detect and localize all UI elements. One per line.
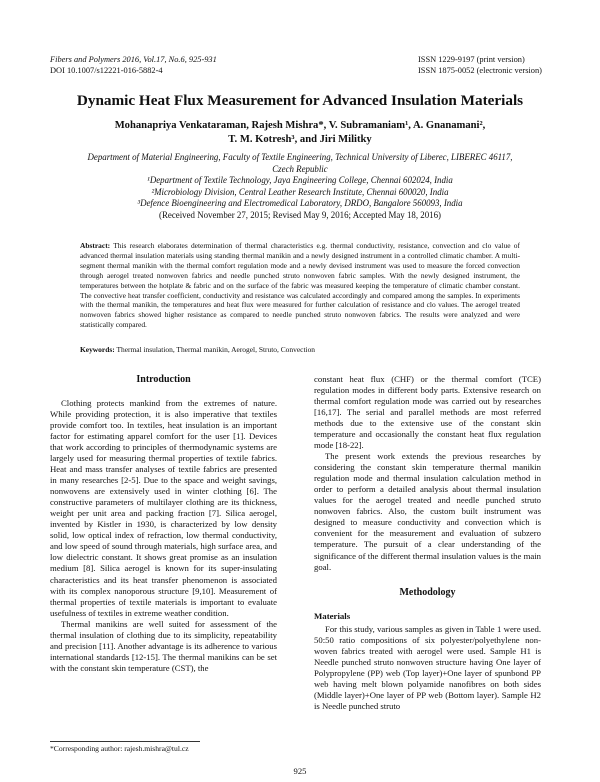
journal-citation: Fibers and Polymers 2016, Vol.17, No.6, 925-931 (50, 55, 217, 64)
abstract (80, 241, 520, 330)
affiliation-main-line-1: Department of Material Engineering, Faculty of Textile Engineering, Technical University of Liberec, LIBEREC 46117, (87, 152, 513, 162)
paper-title: Dynamic Heat Flux Measurement for Advanced Insulation Materials (76, 92, 524, 109)
right-column (314, 374, 541, 712)
affiliation-2: ²Microbiology Division, Central Leather Research Institute, Chennai 600020, India (151, 186, 449, 197)
corresponding-author-footnote: *Corresponding author: rajesh.mishra@tul.cz (50, 744, 189, 753)
running-header-right (418, 54, 542, 76)
affiliation-main-line-2: Czech Republic (272, 163, 328, 174)
affiliations (50, 152, 550, 221)
doi: DOI 10.1007/s12221-016-5882-4 (50, 66, 163, 75)
running-header-left (50, 54, 217, 76)
author-list (70, 119, 530, 147)
keywords-text: Thermal insulation, Thermal manikin, Aerogel, Struto, Convection (114, 345, 316, 354)
footnote-rule (50, 741, 200, 742)
intro-paragraph-2-continued: constant heat flux (CHF) or the thermal comfort (TCE) regulation modes in different body parts. Extensive research on thermal comfort regulation mode was carried out by researches [16,17]. The serial and parallel methods are most referred methods due to the extensive use of the constant skin temperature and occasionally the constant heat flux regulation mode [18-22]. (314, 374, 541, 451)
materials-heading: Materials (314, 610, 351, 621)
materials-paragraph-1: For this study, various samples as given in Table 1 were used. 50:50 ratio compositions of six polyester/polyethylene non-woven fabrics treated with aerogel were used. Sample H1 is Needle punched struto nonwoven structure having One layer of Polypropylene (PP) web (Top layer)+One layer of spunbond PP web having melt blown polyamide nanofibres on both sides (Middle layer)+One layer of PP web (Bottom layer). Sample H2 is Needle punched struto (314, 623, 541, 711)
introduction-heading: Introduction (136, 374, 191, 385)
issn-print: ISSN 1229-9197 (print version) (418, 55, 525, 64)
keywords-label: Keywords: (80, 345, 115, 354)
author-line-1: Mohanapriya Venkataraman, Rajesh Mishra*, V. Subramaniam¹, A. Gnanamani², (114, 120, 486, 131)
left-column (50, 374, 277, 674)
affiliation-3: ³Defence Bioengineering and Electromedical Laboratory, DRDO, Bangalore 560093, India (137, 198, 463, 208)
issn-electronic: ISSN 1875-0052 (electronic version) (418, 66, 542, 75)
intro-paragraph-2: Thermal manikins are well suited for assessment of the thermal insulation of clothing due to its simplicity, repeatability and precision [11]. Another advantage is its adherence to various international standards [12-15]. The thermal manikins can be set with the constant skin temperature (CST), the (50, 618, 277, 673)
intro-paragraph-3: The present work extends the previous researches by considering the constant skin temperature thermal manikin regulation mode and thermal insulation calculation method in order to perform a detailed analysis about thermal insulation values for the aerogel treated and needle punched struto nonwoven fabrics. Also, the custom built instrument was designed to measure conductivity and convection which is convenient for the measurement and evaluation of subzero temperature. The pursuit of a clear understanding of the significance of the different thermal insulation values is the main goal. (314, 451, 541, 572)
affiliation-1: ¹Department of Textile Technology, Jaya Engineering College, Chennai 602024, India (147, 175, 453, 185)
methodology-heading: Methodology (399, 586, 456, 598)
abstract-label: Abstract: (80, 241, 111, 250)
author-line-2: T. M. Kotresh³, and Jiri Militky (228, 134, 372, 145)
abstract-text: This research elaborates determination of thermal characteristics e.g. thermal conductivity, resistance, convection and clo value of advanced thermal insulation materials using standing thermal manikin and a newly designed instrument in a controlled climatic chamber. A multi-segment thermal manikin with the thermal comfort regulation mode and a newly devised instrument was used to measure the forced convection through aerogel treated nonwoven fabrics and needle punched struto nonwoven fabric samples. With the newly designed instrument, the temperatures between the hotplate & fabric and on the surface of the fabric was measured keeping the temperature of climatic chamber constant. The convective heat transfer coefficient, conductivity and resistance was calculated accordingly and compared among the samples. In experiments with the thermal manikin, the temperatures and heat flux were measured for further calculation of resistance and clo values. The aerogel treated nonwoven fabrics showed higher resistance as compared to needle punched struto nonwoven fabrics. The results were analyzed and were statistically compared. (80, 241, 520, 330)
intro-paragraph-1: Clothing protects mankind from the extremes of nature. While providing protection, it is also imperative that textiles provide comfort too. In textiles, heat insulation is an important factor for estimating apparel comfort for the user [1]. Devices that work according to principles of thermodynamic systems are largely used for measuring thermal properties of textile fabrics. Heat and mass transfer analyses of textile fabrics are presented in many researches [2-5]. Due to the space and weight savings, nonwovens are extensively used in winter clothing [6]. The constructive parameters of multilayer clothing are its thickness, weight per unit area and packing fraction [7]. Silica aerogel, invented by Kistler in 1930, is characterized by low density solid, low optical index of refraction, low thermal conductivity, and low speed of sound through materials, high surface area, and low dielectric constant. It shows great promise as an insulation medium [8]. Silica aerogel is known for its super-insulating characteristics and its heat transfer phenomenon is associated with its complex nanoporous structure [9,10]. Measurement of thermal properties of textile materials is important to evaluate usefulness of textiles in extreme weather condition. (50, 398, 277, 618)
page-number: 925 (293, 766, 307, 776)
keywords (80, 345, 520, 355)
received-dates: (Received November 27, 2015; Revised May 9, 2016; Accepted May 18, 2016) (159, 209, 441, 220)
